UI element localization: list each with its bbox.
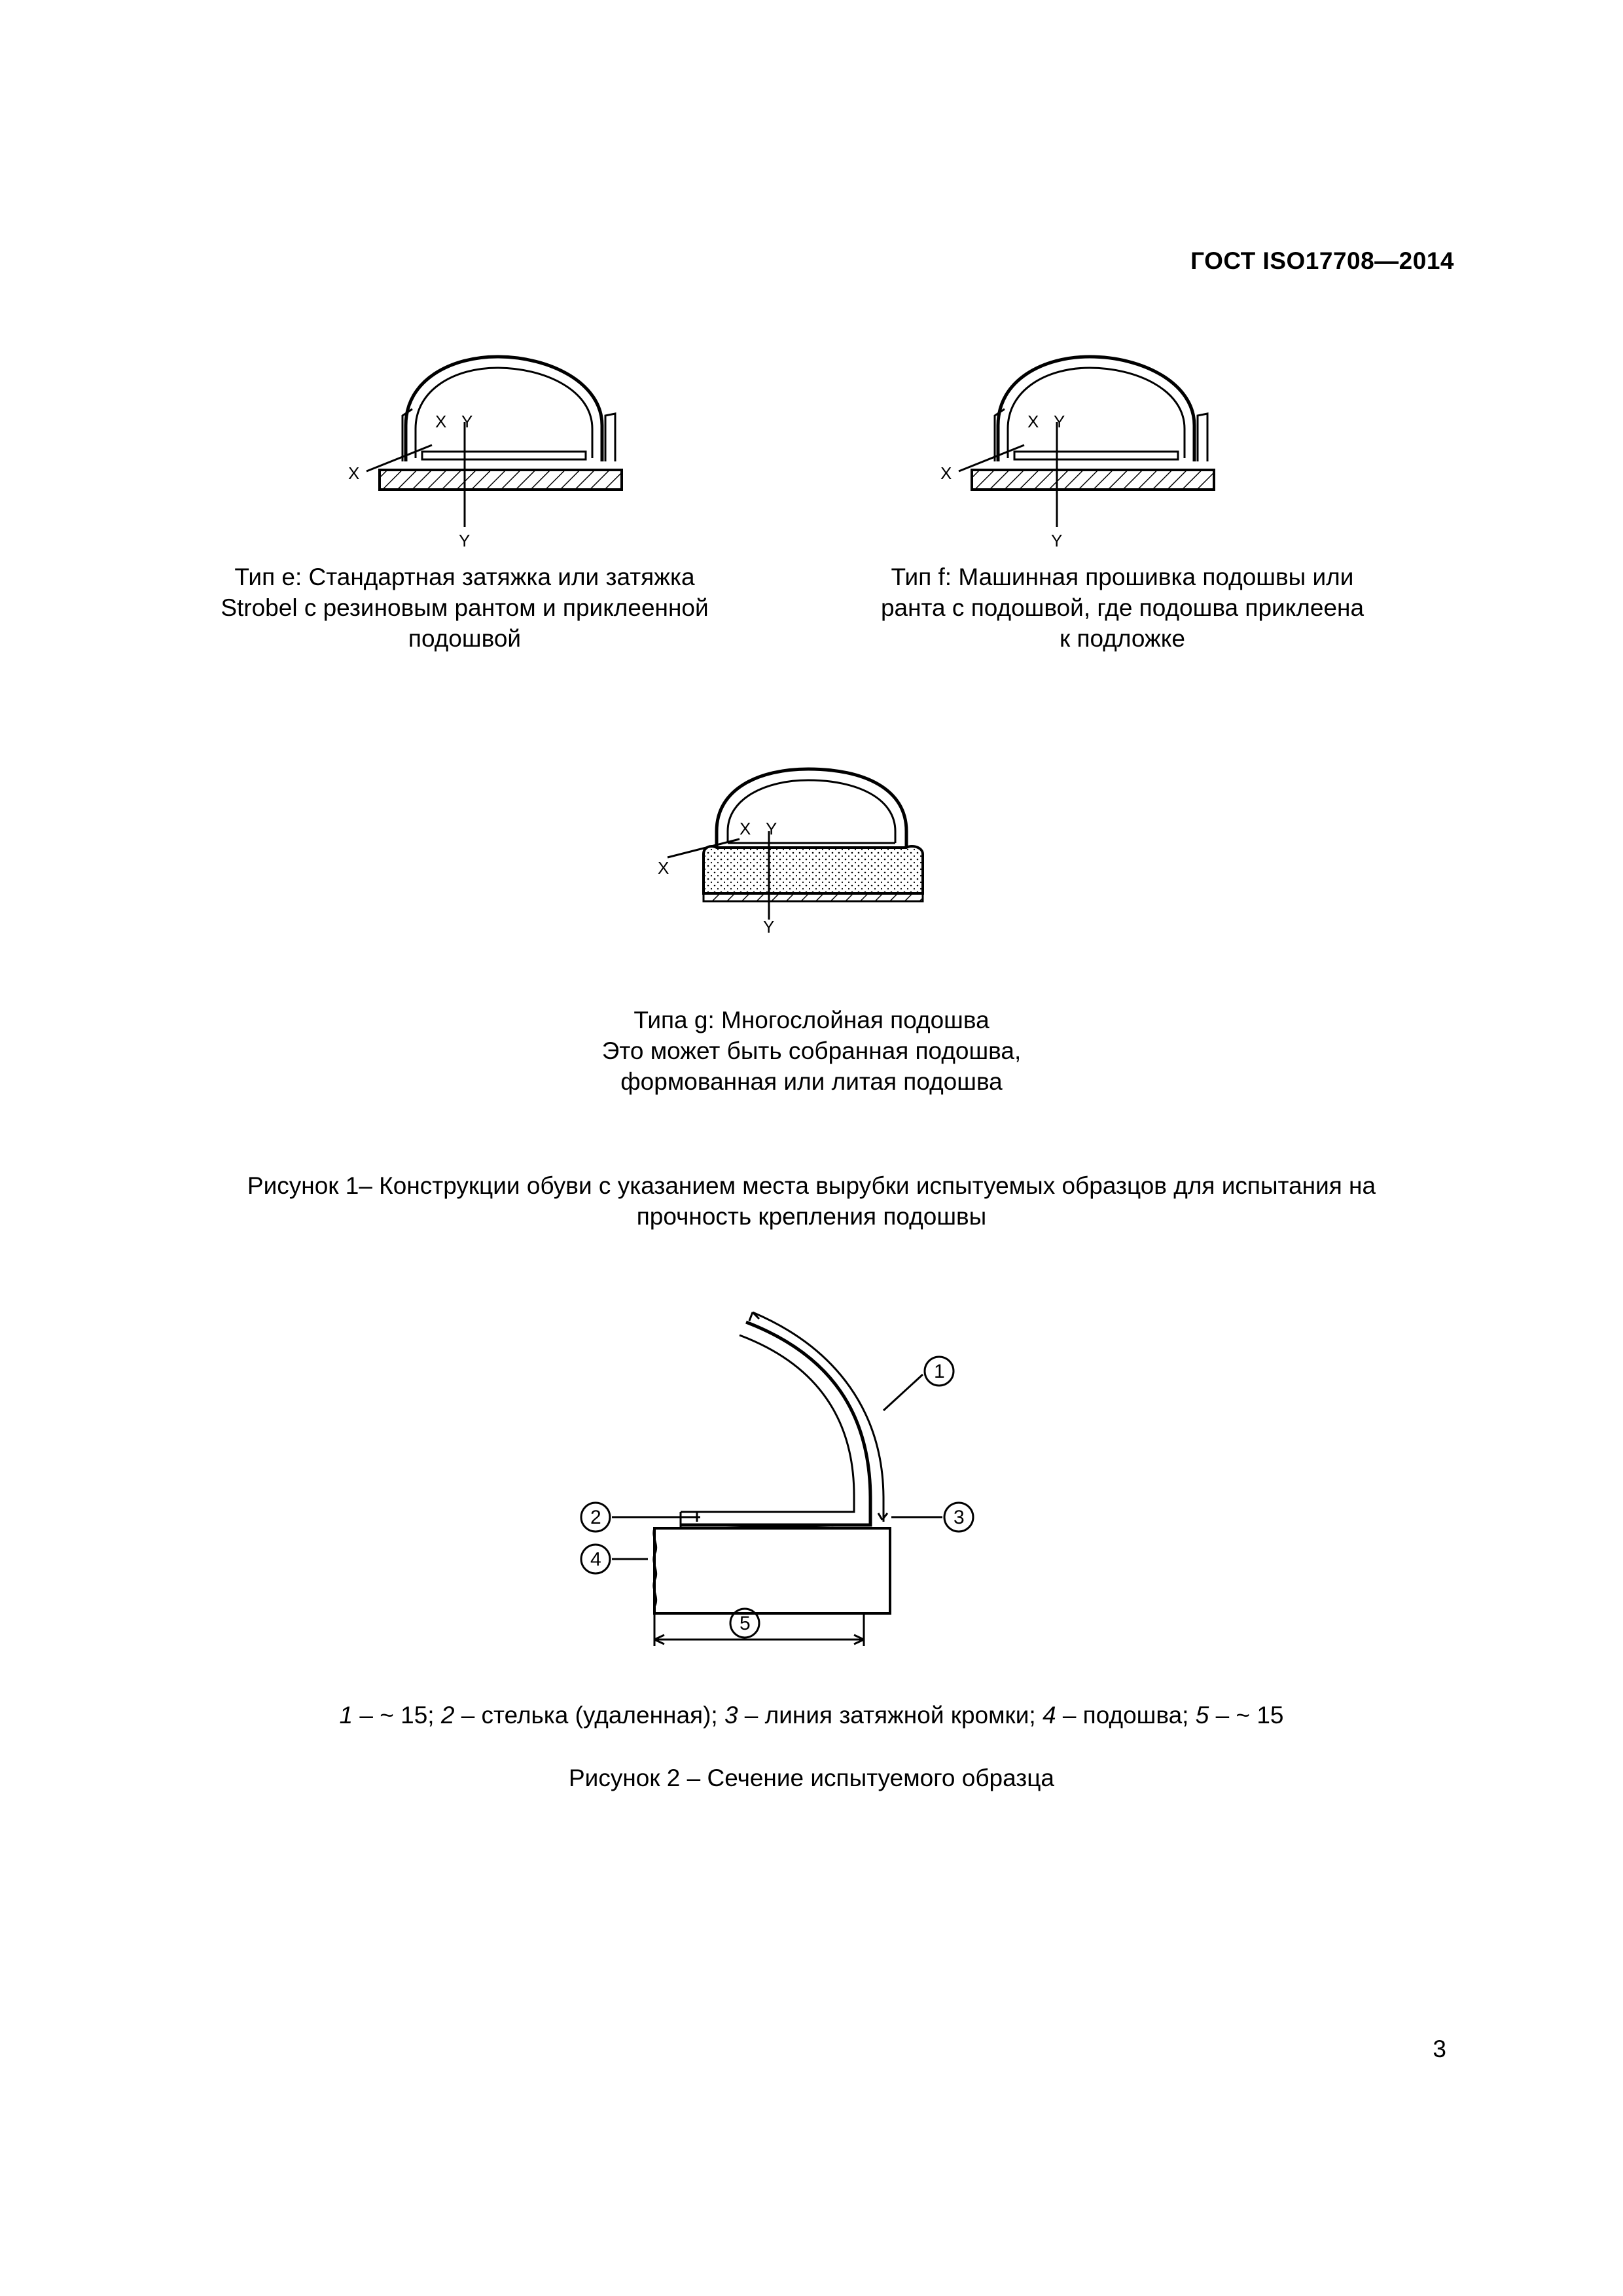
svg-text:3: 3 [954, 1507, 965, 1528]
svg-text:2: 2 [590, 1507, 601, 1528]
caption-line: Тип f: Машинная прошивка подошвы или [891, 564, 1354, 590]
svg-text:4: 4 [590, 1549, 601, 1570]
legend-number: 5 [1195, 1702, 1209, 1729]
label-x-upper: X [435, 412, 447, 431]
caption-line: Это может быть собранная подошва, [601, 1037, 1022, 1064]
legend-text: – ~ 15 [1209, 1702, 1284, 1729]
callout-1 [925, 1357, 954, 1386]
figure-1-title [131, 1170, 1492, 1232]
page-number: 3 [1433, 2036, 1446, 2062]
legend-number: 2 [440, 1702, 455, 1729]
label-x-side: X [940, 463, 952, 483]
legend-text: – стелька (удаленная); [454, 1702, 724, 1729]
caption-line: подошвой [408, 625, 522, 652]
svg-text:1: 1 [934, 1361, 945, 1382]
caption-line: формованная или литая подошва [620, 1068, 1003, 1095]
caption-type-g [484, 1005, 1139, 1097]
legend-number: 1 [339, 1702, 353, 1729]
figure-title-line: прочность крепления подошвы [636, 1203, 987, 1230]
legend-text: – подошва; [1056, 1702, 1196, 1729]
figure-2-legend [157, 1700, 1466, 1731]
callout-3 [944, 1503, 973, 1532]
diagram-type-e [340, 353, 641, 556]
label-x-side: X [348, 463, 360, 483]
caption-type-e [157, 562, 772, 654]
legend-number: 4 [1042, 1702, 1056, 1729]
caption-line: Типа g: Многослойная подошва [633, 1007, 990, 1033]
caption-line: Тип е: Стандартная затяжка или затяжка [234, 564, 695, 590]
figure-2-title: Рисунок 2 – Сечение испытуемого образца [568, 1765, 1055, 1791]
label-y-bottom: Y [1051, 531, 1063, 550]
label-x-side: X [658, 858, 669, 878]
label-x-upper: X [1027, 412, 1039, 431]
diagram-type-f [933, 353, 1234, 556]
caption-line: к подложке [1060, 625, 1185, 652]
legend-number: 3 [724, 1702, 738, 1729]
label-y-bottom: Y [763, 917, 775, 936]
figure-title-line: Рисунок 1– Конструкции обуви с указанием места вырубки испытуемых образцов для испытания на [247, 1172, 1376, 1199]
callout-2 [581, 1503, 610, 1532]
label-y-upper: Y [1054, 412, 1065, 431]
callout-5 [730, 1609, 759, 1638]
caption-line: Strobel с резиновым рантом и приклеенной [221, 594, 709, 621]
label-y-upper: Y [766, 819, 777, 838]
caption-type-f [815, 562, 1430, 654]
legend-text: – линия затяжной кромки; [738, 1702, 1043, 1729]
svg-text:5: 5 [740, 1613, 751, 1634]
diagram-type-g [654, 766, 955, 936]
caption-line: ранта с подошвой, где подошва приклеена [880, 594, 1364, 621]
document-header: ГОСТ ISO17708—2014 [1190, 247, 1454, 274]
label-y-bottom: Y [459, 531, 471, 550]
label-x-upper: X [740, 819, 751, 838]
callout-4 [581, 1545, 610, 1573]
diagram-specimen-section [556, 1302, 1014, 1676]
legend-text: – ~ 15; [353, 1702, 441, 1729]
label-y-upper: Y [461, 412, 473, 431]
